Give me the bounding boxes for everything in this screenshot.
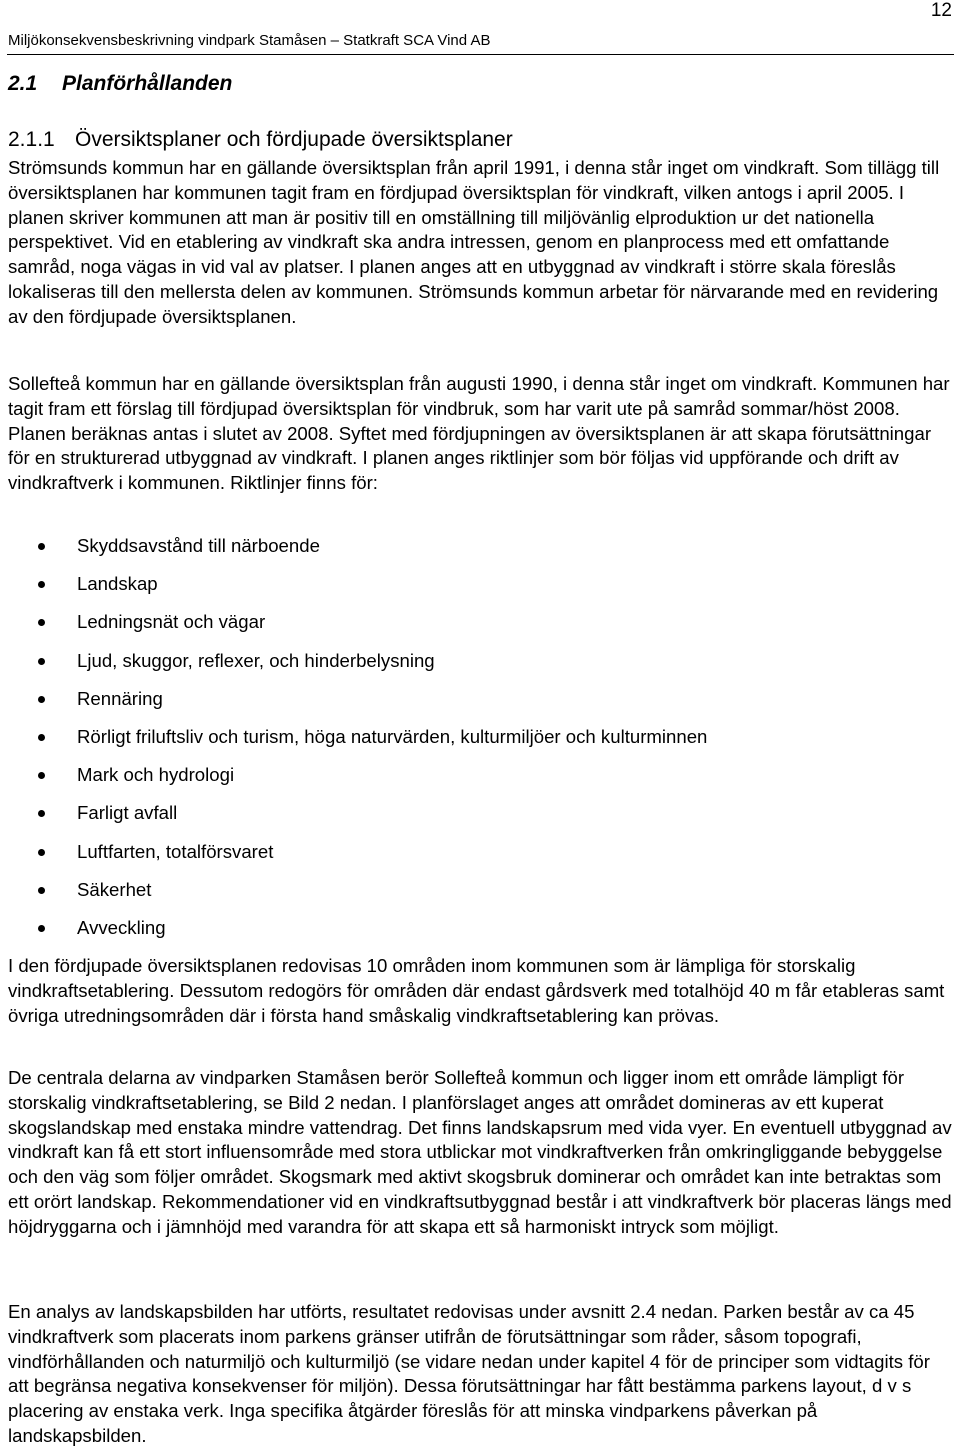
list-item [0, 799, 707, 837]
bullet-icon [38, 543, 45, 550]
bullet-icon [38, 696, 45, 703]
list-item [0, 608, 707, 646]
list-item [0, 761, 707, 799]
list-item-label: Rörligt friluftsliv och turism, höga naturvärden, kulturmiljöer och kulturminnen [77, 725, 708, 747]
list-item-label: Rennäring [77, 687, 163, 709]
list-item [0, 570, 707, 608]
list-item [0, 685, 707, 723]
bullet-icon [38, 658, 45, 665]
paragraph-stromsund-plan: Strömsunds kommun har en gällande översiktsplan från april 1991, i denna står inget om vindkraft. Som tillägg till översiktsplanen har kommunen tagit fram en fördjupad översiktsplan för vindkraft, vilken antogs i april 2005. I planen skriver kommunen att man är positiv till en omställning till miljövänlig elproduktion ur det nationella perspektivet. Vid en etablering av vindkraft ska andra intressen, genom en planprocess med ett omfattande samråd, noga vägas in vid val av platser. I planen anges att en utbyggnad av vindkraft i större skala föreslås lokaliseras till den mellersta delen av kommunen. Strömsunds kommun arbetar för närvarande med en revidering av den fördjupade översiktsplanen. [8, 157, 940, 327]
bullet-icon [38, 925, 45, 932]
list-item [0, 914, 707, 952]
subsection-heading [8, 126, 513, 154]
bullet-icon [38, 619, 45, 626]
section-number: 2.1 [8, 72, 38, 95]
bullet-icon [38, 810, 45, 817]
list-item [0, 647, 707, 685]
paragraph-landscape-analysis: En analys av landskapsbilden har utförts, resultatet redovisas under avsnitt 2.4 nedan. Parken består av ca 45 vindkraftverk som placerats inom parkens gränser utifrån de förutsättningar som råder, såsom topografi, vindförhållanden och naturmiljö och kulturmiljö (se vidare nedan under kapitel 4 för de principer som vidtagits för att begränsa negativa konsekvenser för miljön). Dessa förutsättningar har fått bestämma parkens layout, d v s placering av enstaka verk. Inga specifika åtgärder föreslås för att minska vindparkens påverkan på landskapsbilden. [8, 1301, 930, 1446]
bullet-icon [38, 581, 45, 588]
list-item-label: Säkerhet [77, 878, 152, 900]
list-item-label: Luftfarten, totalförsvaret [77, 840, 274, 862]
paragraph-solleftea-plan: Sollefteå kommun har en gällande översiktsplan från augusti 1990, i denna står inget om vindkraft. Kommunen har tagit fram ett förslag till fördjupad översiktsplan för vindbruk, som har varit ute på samråd sommar/höst 2008. Planen beräknas antas i slutet av 2008. Syftet med fördjupningen av översiktsplanen är att skapa förutsättningar för en strukturerad utbyggnad av vindkraft. I planen anges riktlinjer som bör följas vid uppförande och drift av vindkraftverk i kommunen. Riktlinjer finns för: [8, 373, 950, 494]
subsection-title: Översiktsplaner och fördjupade översiktsplaner [75, 128, 513, 151]
list-item [0, 532, 707, 570]
list-item-label: Avveckling [77, 916, 166, 938]
list-item-label: Mark och hydrologi [77, 764, 235, 786]
list-item-label: Ledningsnät och vägar [77, 611, 266, 633]
header-divider [7, 54, 954, 55]
section-heading [8, 70, 232, 98]
running-header: Miljökonsekvensbeskrivning vindpark Stamåsen – Statkraft SCA Vind AB [8, 32, 491, 49]
bullet-icon [38, 887, 45, 894]
list-item-label: Landskap [77, 573, 158, 595]
list-item [0, 723, 707, 761]
paragraph-stamasen-location: De centrala delarna av vindparken Stamåsen berör Sollefteå kommun och ligger inom ett område lämpligt för storskalig vindkraftsetablering, se Bild 2 nedan. I planförslaget anges att området domineras av ett kuperat skogslandskap med enstaka mindre vattendrag. Det finns landskapsrum med vida vyer. En eventuell utbyggnad av vindkraft kan få ett stort influensområde med stora utblickar mot vindkraftverken från omkringliggande bebyggelse och den väg som följer området. Skogsmark med aktivt skogsbruk dominerar och området kan inte betraktas som ett orört landskap. Rekommendationer vid en vindkraftsutbyggnad består i att vindkraftverk bör placeras längs med höjdryggarna och i jämnhöjd med varandra för att skapa ett så harmoniskt intryck som möjligt. [8, 1067, 952, 1237]
section-title: Planförhållanden [62, 72, 233, 95]
list-item-label: Skyddsavstånd till närboende [77, 535, 320, 556]
list-item-label: Ljud, skuggor, reflexer, och hinderbelysning [77, 649, 435, 671]
list-item [0, 838, 707, 876]
page-number: 12 [930, 0, 952, 21]
bullet-icon [38, 734, 45, 741]
list-item [0, 876, 707, 914]
list-item-label: Farligt avfall [77, 802, 178, 824]
guidelines-list [0, 532, 707, 952]
paragraph-wind-areas: I den fördjupade översiktsplanen redovisas 10 områden inom kommunen som är lämpliga för storskalig vindkraftsetablering. Dessutom redogörs för områden där endast gårdsverk med totalhöjd 40 m får etableras samt övriga utredningsområden där i första hand småskalig vindkraftsetablering kan prövas. [8, 955, 945, 1026]
subsection-number: 2.1.1 [8, 128, 55, 151]
bullet-icon [38, 849, 45, 856]
bullet-icon [38, 772, 45, 779]
